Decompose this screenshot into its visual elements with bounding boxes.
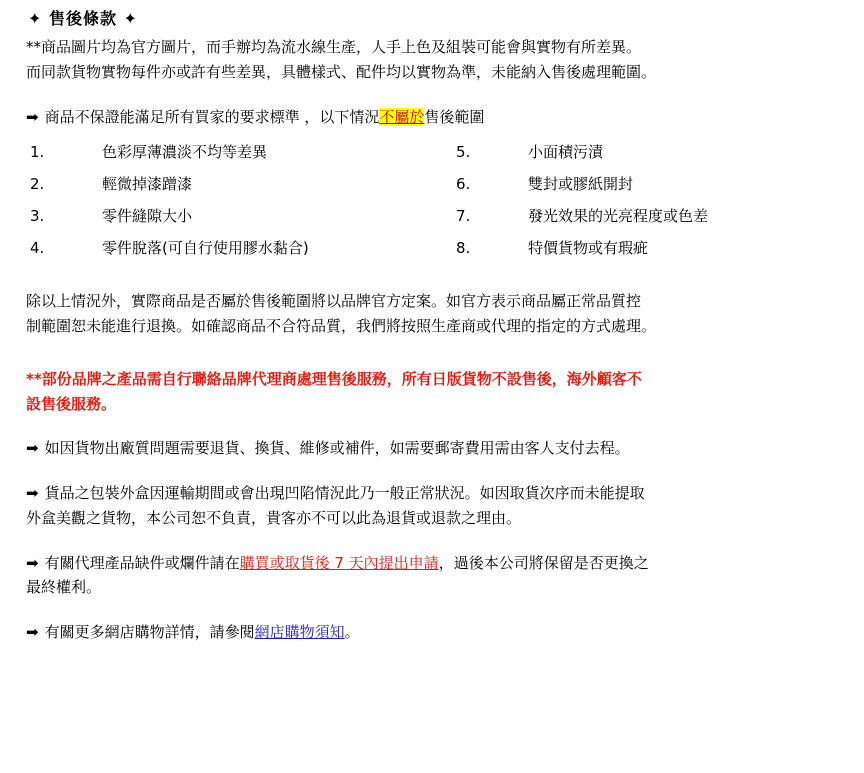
spacer	[26, 600, 852, 620]
arrow-icon: ➡	[26, 107, 39, 126]
exclusion-list-left-column	[30, 145, 309, 273]
list-item-number: 1.	[30, 143, 45, 162]
missing-parts-text-line2: 最終權利。	[26, 578, 102, 597]
list-item	[456, 177, 708, 192]
list-item-number: 7.	[456, 207, 471, 226]
spacer	[26, 531, 852, 551]
policy-paragraph-line2: 制範圍恕未能進行退換。如確認商品不合符品質，我們將按照生產商或代理的指定的方式處理。	[26, 317, 657, 335]
intro-paragraph-line2: 而同款貨物實物每件亦或許有些差異，具體樣式、配件均以實物為準，未能納入售後處理範圍。	[26, 62, 657, 81]
list-item	[456, 145, 708, 160]
more-info-text-before: 有關更多網店購物詳情，請參閱	[44, 623, 255, 641]
intro-paragraph-line1: **商品圖片均為官方圖片，而手辦均為流水線生產，人手上色及組裝可能會與實物有所差異。	[26, 38, 642, 56]
spacer	[26, 339, 852, 367]
list-item	[456, 241, 708, 256]
arrow-icon: ➡	[26, 439, 39, 458]
exclusion-notice	[26, 105, 852, 130]
exclusion-list	[26, 145, 852, 261]
missing-parts-deadline: 購買或取貨後 7 天內提出申請	[239, 553, 439, 572]
list-item-label: 零件縫隙大小	[102, 207, 193, 226]
missing-parts-text-after: ，過後本公司將保留是否更換之	[438, 553, 649, 572]
list-item-label: 色彩厚薄濃淡不均等差異	[102, 143, 268, 162]
missing-parts-clause	[26, 551, 852, 576]
list-item	[30, 209, 309, 224]
policy-paragraph-line1: 除以上情況外，實際商品是否屬於售後範圍將以品牌官方定案。如官方表示商品屬正常品質控	[26, 292, 642, 311]
package-clause-text-line2: 外盒美觀之貨物，本公司恕不負責，貴客亦不可以此為退貨或退款之理由。	[26, 508, 522, 527]
more-info-clause	[26, 620, 852, 645]
arrow-icon: ➡	[26, 553, 39, 572]
more-info-text-after: 。	[344, 623, 360, 641]
list-item-number: 8.	[456, 239, 471, 258]
exclusion-notice-text-before: 商品不保證能滿足所有買家的要求標準 ，以下情況	[44, 107, 380, 126]
shipping-clause-text: 如因貨物出廠質問題需要退貨、換貨、維修或補件，如需要郵寄費用需由客人支付去程。	[44, 439, 630, 458]
spacer	[26, 461, 852, 481]
exclusion-notice-highlight: 不屬於	[379, 107, 425, 126]
list-item-label: 輕微掉漆蹭漆	[102, 175, 193, 194]
shop-guide-link[interactable]: 網店購物須知	[254, 623, 345, 641]
list-item-number: 3.	[30, 207, 45, 226]
list-item-label: 小面積污漬	[528, 143, 604, 162]
agent-warning-line1: **部份品牌之產品需自行聯絡品牌代理商處理售後服務，所有日版貨物不設售後，海外顧客不	[26, 369, 642, 388]
list-item-number: 4.	[30, 239, 45, 258]
list-item-label: 發光效果的光亮程度或色差	[528, 207, 709, 226]
list-item	[30, 177, 309, 192]
exclusion-notice-text-after: 售後範圍	[424, 107, 485, 126]
arrow-icon: ➡	[26, 623, 39, 641]
missing-parts-text-before: 有關代理產品缺件或爛件請在	[44, 553, 240, 572]
list-item-number: 5.	[456, 143, 471, 162]
spacer	[26, 416, 852, 436]
page-title: ✦ 售後條款 ✦	[28, 9, 138, 28]
exclusion-list-right-column	[456, 145, 708, 273]
list-item-label: 零件脫落(可自行使用膠水黏合)	[102, 239, 309, 258]
agent-warning-line2: 設售後服務。	[26, 394, 117, 413]
list-item-label: 特價貨物或有瑕疵	[528, 239, 649, 258]
list-item-number: 6.	[456, 175, 471, 194]
package-clause	[26, 481, 852, 506]
shipping-clause	[26, 436, 852, 461]
list-item	[30, 241, 309, 256]
package-clause-text-line1: 貨品之包裝外盒因運輸期間或會出現凹陷情況此乃一般正常狀況。如因取貨次序而未能提取	[44, 484, 645, 502]
arrow-icon: ➡	[26, 484, 39, 502]
list-item-number: 2.	[30, 175, 45, 194]
list-item-label: 雙封或膠紙開封	[528, 175, 634, 194]
spacer	[26, 85, 852, 105]
list-item	[456, 209, 708, 224]
list-item	[30, 145, 309, 160]
